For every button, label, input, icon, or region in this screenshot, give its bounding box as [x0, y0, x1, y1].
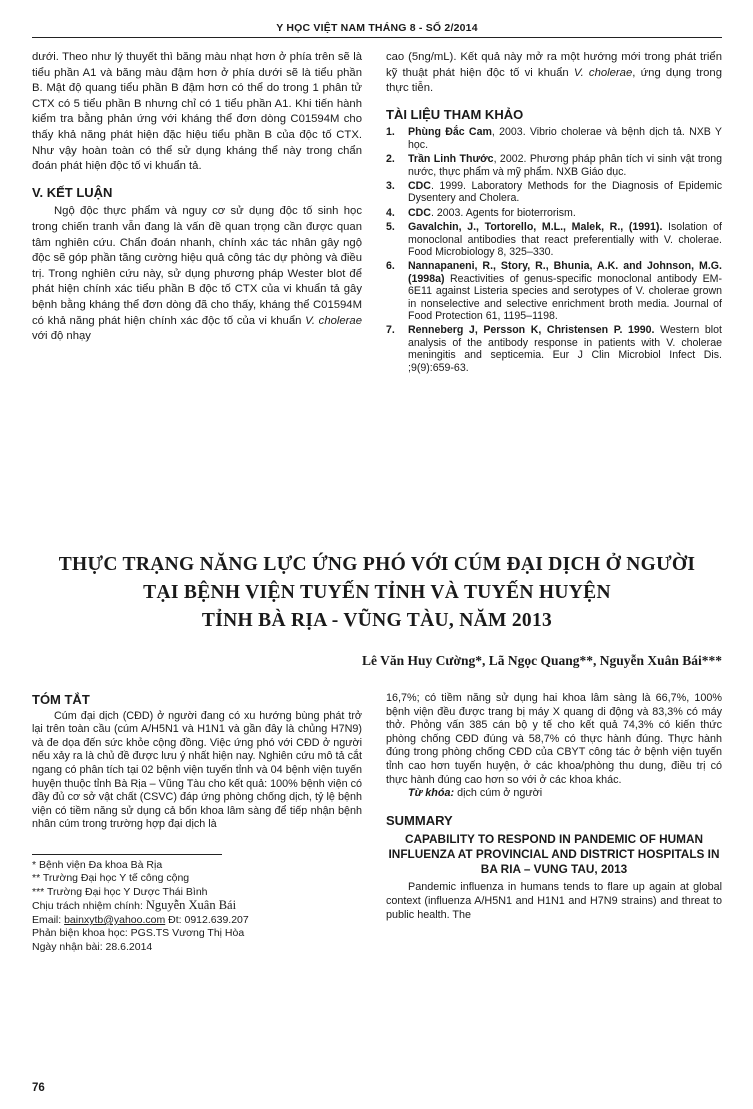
running-header: Y HỌC VIỆT NAM THÁNG 8 - SỐ 2/2014 — [32, 22, 722, 38]
reference-item: 4. CDC. 2003. Agents for bioterrorism. — [386, 206, 576, 219]
left-column-top — [32, 50, 362, 345]
references-list — [386, 126, 722, 374]
email-link[interactable]: bainxytb@yahoo.com — [64, 913, 166, 926]
reference-item: 2. Trần Linh Thước, 2002. Phương pháp phân tích vi sinh vật trong nước, thực phẩm và mỹ phẩm. NXB Giáo dục. — [386, 153, 723, 178]
affiliation: ** Trường Đại học Y tế công cộng — [32, 872, 190, 885]
right-column-top — [386, 50, 722, 376]
abstract-paragraph: Cúm đại dịch (CĐD) ở người đang có xu hướng bùng phát trở lại trên toàn cầu (cúm A/H5N1 và H1N1 và gần đây là chủng H7N9) và đe dọa đến sức khỏe cộng đồng. Việc ứng phó với CĐD ở người nếu xảy ra là chủ đề được lưu ý nhất hiện nay. Nghiên cứu mô tả cắt ngang có phân tích tại 02 bệnh viện tuyến tỉnh và 04 bệnh viện tuyến huyện thuộc tỉnh Bà Rịa – Vũng Tàu cho kết quả: 100% bệnh viện có đầy đủ cơ sở vật chất (CSVC) đáp ứng phòng chống dịch, tỷ lệ bệnh viện có tiềm năng sử dụng cả bốn khoa lâm sàng để tiếp nhận bệnh nhân cúm trong trường hợp đại dịch là — [32, 709, 362, 831]
left-column-bottom — [32, 692, 362, 954]
summary-heading: SUMMARY — [386, 812, 453, 828]
contact-line: Email: bainxytb@yahoo.com Đt: 0912.639.207 — [32, 913, 249, 926]
title-line: THỰC TRẠNG NĂNG LỰC ỨNG PHÓ VỚI CÚM ĐẠI DỊCH Ở NGƯỜI — [58, 554, 696, 575]
page-number: 76 — [32, 1082, 45, 1094]
responsible-author: Chịu trách nhiệm chính: Nguyễn Xuân Bái — [32, 898, 237, 913]
references-heading: TÀI LIỆU THAM KHẢO — [386, 106, 524, 122]
reviewer: Phản biện khoa học: PGS.TS Vương Thị Hòa — [32, 927, 245, 940]
conclusion-paragraph: Ngộ độc thực phẩm và nguy cơ sử dụng độc tố sinh học trong chiến tranh vẫn đang là vấn đề quan trọng cần được quan tâm nghiên cứu. Chẩn đoán nhanh, chính xác tác nhân gây ngộ độc sẽ góp phần tăng cường hiệu quả công tác dự phòng và điều trị. Trong nghiên cứu này, sử dụng phương pháp Wester blot để phát hiện chính xác tiểu phần B độc tố CTX của vi khuẩn tả gây bệnh bằng kháng thể đơn dòng đã cho thấy, kháng thể C01594M có khả năng phát hiện chính xác độc tố của vi khuẩn V. cholerae với độ nhạy — [32, 205, 363, 343]
section-heading-conclusion: V. KẾT LUẬN — [32, 184, 113, 200]
keywords: Từ khóa: dịch cúm ở người — [408, 787, 543, 800]
right-column-bottom — [386, 692, 722, 922]
footnote-divider — [32, 854, 222, 855]
footnotes — [32, 859, 362, 955]
conclusion-continued: cao (5ng/mL). Kết quả này mở ra một hướng mới trong phát triển kỹ thuật phát hiện độc tố vi khuẩn V. cholerae, ứng dụng trong thực tiễn. — [386, 51, 722, 95]
summary-paragraph: Pandemic influenza in humans tends to flare up again at global context (influenza A/H5N1 and H1N1 and H7N9 strains) and threat to public health. The — [386, 881, 722, 921]
affiliation: * Bệnh viện Đa khoa Bà Rịa — [32, 858, 163, 871]
reference-item: 6. Nannapaneni, R., Story, R., Bhunia, A.K. and Johnson, M.G. (1998a) Reactivities of genus-specific monoclonal antibody EM-6E11 against Listeria species and serotypes of V. cholerae grown in nonselective and selective enrichment broth media. Journal of Food Protection 61, 1195–1198. — [386, 260, 722, 323]
abstract-continued: 16,7%; có tiềm năng sử dụng hai khoa lâm sàng là 66,7%, 100% bệnh viện đều được trang bị máy X quang di động và 83,3% có máy thở. Phỏng vấn 385 cán bộ y tế cho kết quả 74,3% có kiến thức phòng chống CĐD đúng và 58,7% có thực hành đúng. Thực hành đúng trong phòng chống CĐD của CBYT công tác ở bệnh viện tuyến tỉnh cao hơn tuyến huyện, ở các khoa/phòng thu dung, điều trị có thực hành đúng cao hơn so với ở các khoa khác. — [386, 692, 722, 786]
species-name: V. cholerae — [573, 66, 633, 79]
reference-item: 1. Phùng Đắc Cam, 2003. Vibrio cholerae và bệnh dịch tả. NXB Y học. — [386, 126, 722, 151]
reference-item: 5. Gavalchin, J., Tortorello, M.L., Malek, R., (1991). Isolation of monoclonal antibodies that react preferentially with V. cholerae. Food Microbiology 8, 325–330. — [386, 221, 722, 259]
body-paragraph: dưới. Theo như lý thuyết thì băng màu nhạt hơn ở phía trên sẽ là tiểu phần A1 và băng màu đậm hơn ở phía dưới sẽ là tiểu phần B. Mật độ quang tiểu phần B đậm hơn có thể do trong 1 phân tử CTX có 5 tiểu phần B nhưng chỉ có 1 tiểu phần A1. Khi tiến hành kiểm tra bằng phản ứng với kháng thể đơn dòng C01594M cho thấy khả năng phát hiện đặc hiệu tiểu phần B của độc tố CTX. Như vậy hoàn toàn có thể sử dụng kháng thể này trong chẩn đoán phát hiện độc tố vi khuẩn tả. — [32, 51, 362, 173]
summary-title: CAPABILITY TO RESPOND IN PANDEMIC OF HUMAN INFLUENZA AT PROVINCIAL AND DISTRICT HOSPITALS IN BA RIA – VUNG TAU, 2013 — [388, 832, 720, 877]
affiliation: *** Trường Đại học Y Dược Thái Bình — [32, 885, 208, 898]
title-line: TỈNH BÀ RỊA - VŨNG TÀU, NĂM 2013 — [201, 610, 553, 631]
received-date: Ngày nhận bài: 28.6.2014 — [32, 940, 153, 953]
species-name: V. cholerae — [305, 314, 363, 327]
reference-item: 3. CDC. 1999. Laboratory Methods for the Diagnosis of Epidemic Dysentery and Cholera. — [386, 180, 722, 205]
article-authors: Lê Văn Huy Cường*, Lã Ngọc Quang**, Nguyễn Xuân Bái*** — [361, 653, 722, 668]
reference-item: 7. Renneberg J, Persson K, Christensen P. 1990. Western blot analysis of the antibody response in patients with V. cholerae meningitis and septicemia. Eur J Clin Microbiol Infect Dis. ;9(9):659-63. — [386, 324, 722, 374]
abstract-heading: TÓM TẮT — [32, 692, 90, 707]
title-line: TẠI BỆNH VIỆN TUYẾN TỈNH VÀ TUYẾN HUYỆN — [143, 582, 611, 603]
article-title — [32, 551, 722, 635]
